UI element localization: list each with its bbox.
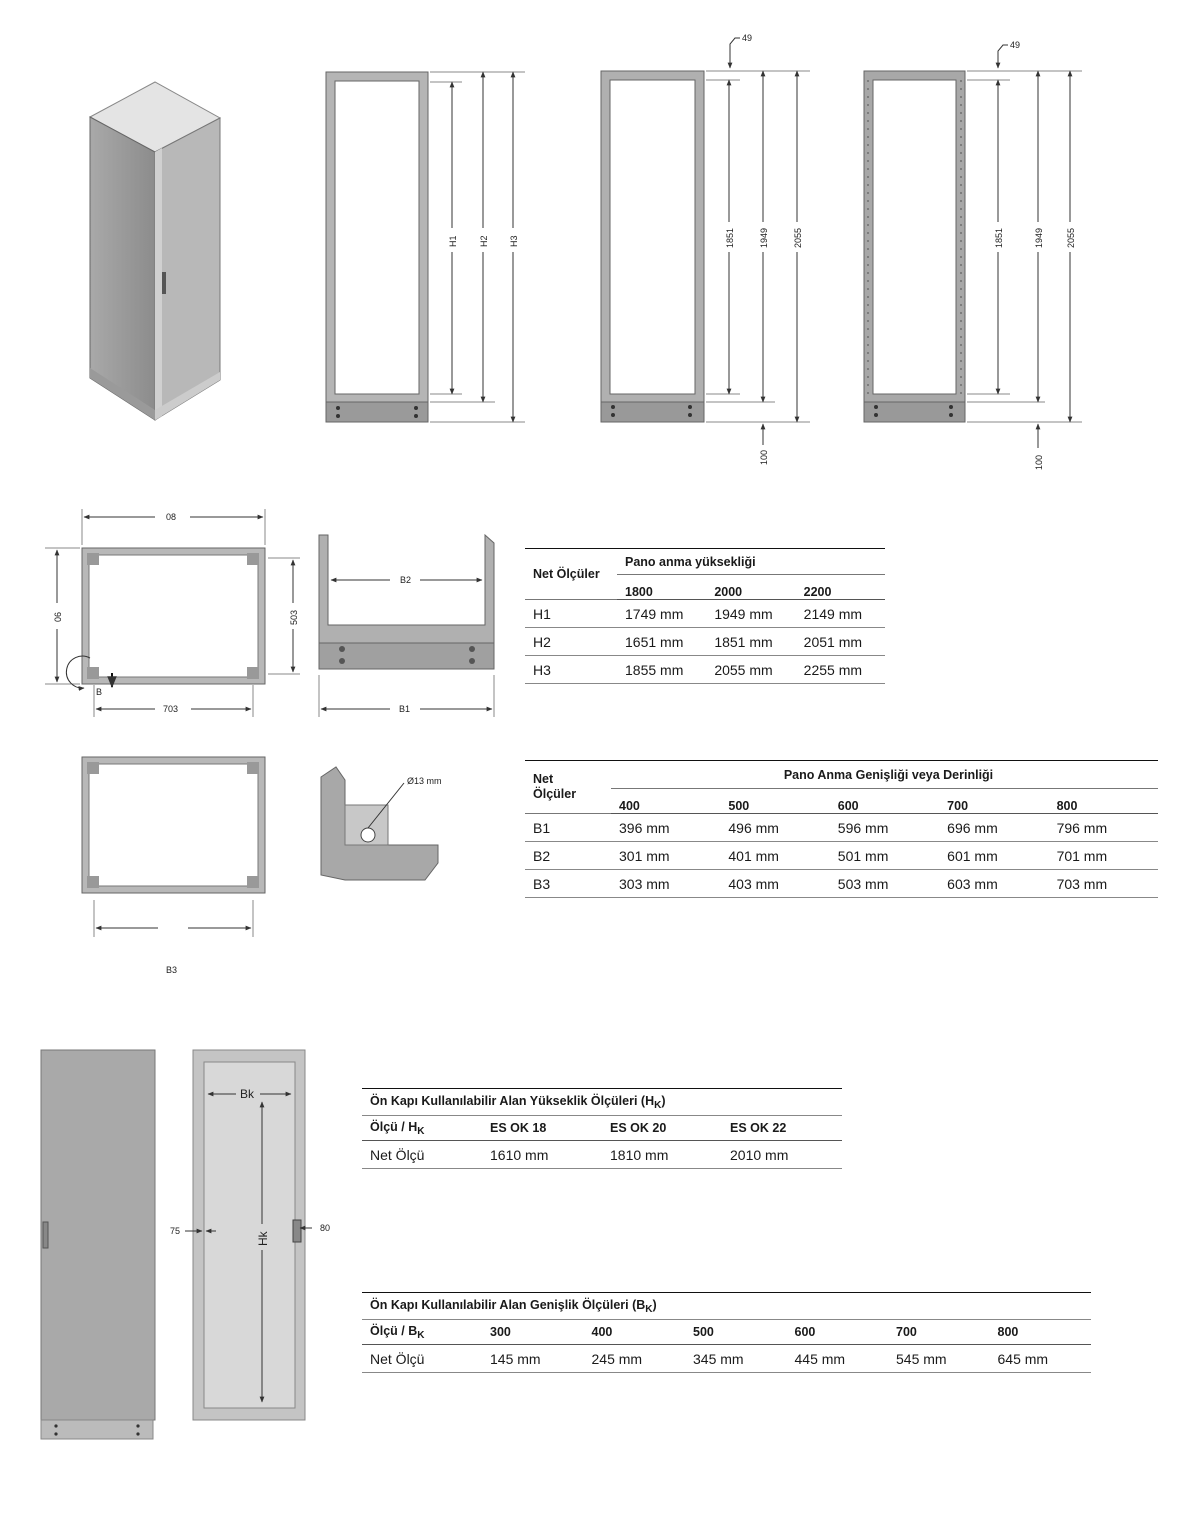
cell: 645 mm: [990, 1345, 1092, 1373]
col-es-ok-22: ES OK 22: [722, 1116, 842, 1141]
header-net-olculer: [525, 761, 611, 814]
col-1800: 1800: [617, 575, 706, 600]
row-label: B2: [525, 842, 611, 870]
col-400: 400: [611, 789, 720, 814]
col-2200: 2200: [796, 575, 885, 600]
height-dimensions-table: [525, 548, 885, 684]
plan-view-top: [45, 509, 300, 717]
dim-right-offset: 80: [320, 1223, 331, 1233]
cell: 1949 mm: [706, 600, 795, 628]
dim-b2: B2: [400, 575, 412, 585]
header-pano-anma-yuksekligi: Pano anma yüksekliği: [617, 549, 885, 575]
dim-b3: B3: [166, 965, 178, 975]
col-es-ok-20: ES OK 20: [602, 1116, 722, 1141]
header-pano-anma-genisligi: Pano Anma Genişliği veya Derinliği: [611, 761, 1158, 789]
col-olcu-bk: Ölçü / $B_K$: [362, 1320, 482, 1345]
col-400: 400: [584, 1320, 686, 1345]
cell: 1610 mm: [482, 1141, 602, 1169]
dim-1949-b: 1949: [759, 227, 769, 248]
cell: 2149 mm: [796, 600, 885, 628]
cell: 1810 mm: [602, 1141, 722, 1169]
cell: 703 mm: [1049, 870, 1158, 898]
cabinet-isometric-image: [90, 82, 220, 420]
dim-top-c: 49: [1010, 40, 1021, 50]
row-label: H3: [525, 656, 617, 684]
header-net: Net: [533, 772, 554, 786]
cell: 145 mm: [482, 1345, 584, 1373]
cell: 596 mm: [830, 814, 939, 842]
col-300: 300: [482, 1320, 584, 1345]
dim-2055-c: 2055: [1066, 227, 1076, 248]
col-olcu-hk: Ölçü / $H_K$: [362, 1116, 482, 1141]
row-label: H1: [525, 600, 617, 628]
cell: 503 mm: [830, 870, 939, 898]
cell: 2051 mm: [796, 628, 885, 656]
dim-100-c: 100: [1034, 454, 1044, 470]
frame-front-view-c: [864, 40, 1082, 470]
row-label: B1: [525, 814, 611, 842]
dim-h2: H2: [479, 235, 489, 247]
cell: 303 mm: [611, 870, 720, 898]
dim-hk: Hk: [256, 1231, 270, 1246]
top-figures: [0, 0, 1198, 490]
cell: 445 mm: [787, 1345, 889, 1373]
dim-inner-bottom: 703: [163, 704, 179, 714]
cell: 301 mm: [611, 842, 720, 870]
header-olculer: Ölçüler: [533, 787, 577, 801]
cell: 796 mm: [1049, 814, 1158, 842]
cell: 501 mm: [830, 842, 939, 870]
dim-top-b: 49: [742, 33, 753, 43]
dim-100-b: 100: [759, 449, 769, 465]
cell: 1855 mm: [617, 656, 706, 684]
door-figures: [0, 1040, 350, 1450]
row-label: Net Ölçü: [362, 1345, 482, 1373]
dim-depth-left: 06: [53, 611, 63, 622]
plan-figures: [0, 495, 520, 985]
cell: 2010 mm: [722, 1141, 842, 1169]
dim-bk: Bk: [240, 1087, 255, 1101]
col-600: 600: [787, 1320, 889, 1345]
cell: 245 mm: [584, 1345, 686, 1373]
door-height-title: Ön Kapı Kullanılabilir Alan Yükseklik Ölçüleri $(H_K)$: [362, 1089, 842, 1116]
dim-2055-b: 2055: [793, 227, 803, 248]
cell: 496 mm: [720, 814, 829, 842]
corner-label: B: [96, 687, 103, 697]
cell: 601 mm: [939, 842, 1048, 870]
header-net-olculer: Net Ölçüler: [525, 549, 617, 600]
dim-1949-c: 1949: [1034, 227, 1044, 248]
door-width-title: Ön Kapı Kullanılabilir Alan Genişlik Ölçüleri $(B_K)$: [362, 1293, 1091, 1320]
frame-front-view-b: [601, 33, 810, 465]
row-label: Net Ölçü: [362, 1141, 482, 1169]
frame-front-view-a: [326, 72, 525, 422]
door-inner-image: [170, 1050, 330, 1420]
col-500: 500: [720, 789, 829, 814]
dim-inner-right: 503: [289, 609, 299, 625]
dim-width-top: 08: [166, 512, 177, 522]
col-800: 800: [990, 1320, 1092, 1345]
cell: 2255 mm: [796, 656, 885, 684]
door-height-table: [362, 1088, 842, 1169]
side-channel-view: [319, 535, 494, 717]
col-600: 600: [830, 789, 939, 814]
dim-left-offset: 75: [170, 1226, 181, 1236]
col-700: 700: [939, 789, 1048, 814]
cell: 403 mm: [720, 870, 829, 898]
cell: 2055 mm: [706, 656, 795, 684]
cell: 696 mm: [939, 814, 1048, 842]
col-es-ok-18: ES OK 18: [482, 1116, 602, 1141]
plan-view-bottom: [82, 757, 265, 975]
door-width-table: [362, 1292, 1091, 1373]
cell: 545 mm: [888, 1345, 990, 1373]
row-label: H2: [525, 628, 617, 656]
cell: 345 mm: [685, 1345, 787, 1373]
corner-bracket-detail: [321, 767, 442, 880]
cell: 1651 mm: [617, 628, 706, 656]
col-700: 700: [888, 1320, 990, 1345]
cell: 1749 mm: [617, 600, 706, 628]
dim-h1: H1: [448, 235, 458, 247]
cell: 396 mm: [611, 814, 720, 842]
cell: 603 mm: [939, 870, 1048, 898]
dim-1851-b: 1851: [725, 227, 735, 248]
col-2000: 2000: [706, 575, 795, 600]
dim-h3: H3: [509, 235, 519, 247]
col-500: 500: [685, 1320, 787, 1345]
dim-1851-c: 1851: [994, 227, 1004, 248]
col-800: 800: [1049, 789, 1158, 814]
hole-diameter: Ø13 mm: [407, 776, 442, 786]
door-front-image: [41, 1050, 155, 1439]
cell: 1851 mm: [706, 628, 795, 656]
dim-b1: B1: [399, 704, 411, 714]
cell: 701 mm: [1049, 842, 1158, 870]
width-dimensions-table: [525, 760, 1158, 898]
row-label: B3: [525, 870, 611, 898]
cell: 401 mm: [720, 842, 829, 870]
